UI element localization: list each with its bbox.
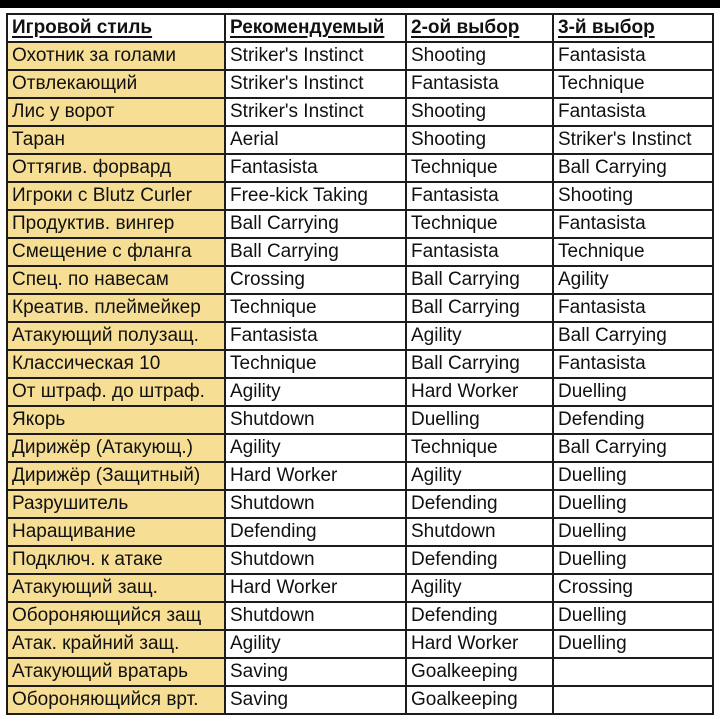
header-second-choice[interactable] (406, 14, 553, 42)
cell-recommended[interactable]: Technique (225, 350, 406, 378)
cell-recommended[interactable]: Shutdown (225, 546, 406, 574)
cell-second-choice[interactable]: Agility (406, 462, 553, 490)
table-row (7, 378, 713, 406)
cell-play-style[interactable]: Дирижёр (Защитный) (7, 462, 225, 490)
header-third-choice-label: 3-й выбор (558, 17, 655, 38)
table-row (7, 154, 713, 182)
table-row (7, 546, 713, 574)
cell-second-choice[interactable]: Technique (406, 434, 553, 462)
cell-third-choice[interactable]: Ball Carrying (553, 434, 713, 462)
cell-play-style[interactable]: Атак. крайний защ. (7, 630, 225, 658)
cell-third-choice[interactable]: Duelling (553, 602, 713, 630)
table-row (7, 266, 713, 294)
cell-recommended[interactable]: Hard Worker (225, 574, 406, 602)
cell-second-choice[interactable]: Goalkeeping (406, 658, 553, 686)
cell-recommended[interactable]: Fantasista (225, 154, 406, 182)
cell-third-choice[interactable]: Ball Carrying (553, 322, 713, 350)
table-row (7, 658, 713, 686)
cell-recommended[interactable]: Ball Carrying (225, 238, 406, 266)
cell-third-choice[interactable]: Fantasista (553, 98, 713, 126)
table-row (7, 42, 713, 70)
header-recommended-label: Рекомендуемый (230, 17, 385, 38)
table-row (7, 406, 713, 434)
cell-third-choice[interactable]: Duelling (553, 630, 713, 658)
table-body (7, 42, 713, 714)
cell-recommended[interactable]: Technique (225, 294, 406, 322)
cell-play-style[interactable]: Игроки с Blutz Curler (7, 182, 225, 210)
cell-play-style[interactable]: Классическая 10 (7, 350, 225, 378)
cell-third-choice[interactable]: Technique (553, 70, 713, 98)
cell-play-style[interactable]: Продуктив. вингер (7, 210, 225, 238)
cell-second-choice[interactable]: Shooting (406, 98, 553, 126)
cell-recommended[interactable]: Agility (225, 378, 406, 406)
cell-third-choice[interactable] (553, 686, 713, 714)
cell-second-choice[interactable]: Defending (406, 602, 553, 630)
cell-third-choice[interactable]: Shooting (553, 182, 713, 210)
cell-recommended[interactable]: Fantasista (225, 322, 406, 350)
cell-second-choice[interactable]: Defending (406, 546, 553, 574)
cell-third-choice[interactable]: Crossing (553, 574, 713, 602)
cell-second-choice[interactable]: Fantasista (406, 182, 553, 210)
cell-second-choice[interactable]: Shooting (406, 42, 553, 70)
cell-third-choice[interactable]: Fantasista (553, 42, 713, 70)
cell-second-choice[interactable]: Ball Carrying (406, 350, 553, 378)
table-row (7, 70, 713, 98)
table-row (7, 322, 713, 350)
cell-second-choice[interactable]: Fantasista (406, 238, 553, 266)
table-row (7, 294, 713, 322)
cell-recommended[interactable]: Shutdown (225, 490, 406, 518)
cell-play-style[interactable]: Таран (7, 126, 225, 154)
header-recommended[interactable] (225, 14, 406, 42)
header-second-choice-label: 2-ой выбор (411, 17, 520, 38)
cell-third-choice[interactable]: Duelling (553, 490, 713, 518)
cell-third-choice[interactable]: Ball Carrying (553, 154, 713, 182)
cell-play-style[interactable]: Лис у ворот (7, 98, 225, 126)
table-row (7, 490, 713, 518)
cell-play-style[interactable]: Подключ. к атаке (7, 546, 225, 574)
cell-play-style[interactable]: Атакующий вратарь (7, 658, 225, 686)
cell-third-choice[interactable]: Duelling (553, 546, 713, 574)
cell-play-style[interactable]: Атакующий защ. (7, 574, 225, 602)
table-row (7, 238, 713, 266)
table-row (7, 434, 713, 462)
table-row (7, 518, 713, 546)
cell-second-choice[interactable]: Goalkeeping (406, 686, 553, 714)
cell-play-style[interactable]: Отвлекающий (7, 70, 225, 98)
top-black-bar (0, 0, 720, 8)
table-row (7, 182, 713, 210)
cell-second-choice[interactable]: Hard Worker (406, 630, 553, 658)
table-row (7, 602, 713, 630)
cell-third-choice[interactable]: Duelling (553, 518, 713, 546)
cell-play-style[interactable]: Атакующий полузащ. (7, 322, 225, 350)
table-row (7, 574, 713, 602)
cell-third-choice[interactable] (553, 658, 713, 686)
cell-play-style[interactable]: Разрушитель (7, 490, 225, 518)
cell-second-choice[interactable]: Hard Worker (406, 378, 553, 406)
header-row (7, 14, 713, 42)
cell-second-choice[interactable]: Technique (406, 210, 553, 238)
cell-play-style[interactable]: Обороняющийся врт. (7, 686, 225, 714)
cell-second-choice[interactable]: Fantasista (406, 70, 553, 98)
cell-third-choice[interactable]: Technique (553, 238, 713, 266)
header-play-style[interactable] (7, 14, 225, 42)
cell-recommended[interactable]: Free-kick Taking (225, 182, 406, 210)
cell-recommended[interactable]: Saving (225, 658, 406, 686)
cell-recommended[interactable]: Shutdown (225, 406, 406, 434)
cell-second-choice[interactable]: Ball Carrying (406, 266, 553, 294)
cell-third-choice[interactable]: Striker's Instinct (553, 126, 713, 154)
table-row (7, 126, 713, 154)
cell-second-choice[interactable]: Agility (406, 574, 553, 602)
cell-recommended[interactable]: Agility (225, 630, 406, 658)
table-row (7, 210, 713, 238)
cell-play-style[interactable]: Якорь (7, 406, 225, 434)
cell-third-choice[interactable]: Fantasista (553, 210, 713, 238)
cell-play-style[interactable]: Смещение с фланга (7, 238, 225, 266)
play-styles-table (6, 13, 714, 715)
cell-second-choice[interactable]: Agility (406, 322, 553, 350)
cell-third-choice[interactable]: Duelling (553, 462, 713, 490)
cell-third-choice[interactable]: Fantasista (553, 294, 713, 322)
cell-recommended[interactable]: Shutdown (225, 602, 406, 630)
cell-play-style[interactable]: Наращивание (7, 518, 225, 546)
cell-recommended[interactable]: Striker's Instinct (225, 98, 406, 126)
cell-play-style[interactable]: Спец. по навесам (7, 266, 225, 294)
cell-second-choice[interactable]: Duelling (406, 406, 553, 434)
cell-second-choice[interactable]: Ball Carrying (406, 294, 553, 322)
cell-third-choice[interactable]: Agility (553, 266, 713, 294)
cell-second-choice[interactable]: Shooting (406, 126, 553, 154)
cell-recommended[interactable]: Ball Carrying (225, 210, 406, 238)
cell-play-style[interactable]: Охотник за голами (7, 42, 225, 70)
cell-recommended[interactable]: Saving (225, 686, 406, 714)
cell-recommended[interactable]: Crossing (225, 266, 406, 294)
table-row (7, 686, 713, 714)
cell-play-style[interactable]: Обороняющийся защ (7, 602, 225, 630)
table-row (7, 350, 713, 378)
cell-second-choice[interactable]: Technique (406, 154, 553, 182)
cell-recommended[interactable]: Striker's Instinct (225, 42, 406, 70)
cell-recommended[interactable]: Striker's Instinct (225, 70, 406, 98)
cell-recommended[interactable]: Aerial (225, 126, 406, 154)
cell-play-style[interactable]: Дирижёр (Атакующ.) (7, 434, 225, 462)
table-row (7, 98, 713, 126)
table-row (7, 462, 713, 490)
cell-recommended[interactable]: Agility (225, 434, 406, 462)
cell-second-choice[interactable]: Defending (406, 490, 553, 518)
cell-third-choice[interactable]: Fantasista (553, 350, 713, 378)
cell-recommended[interactable]: Hard Worker (225, 462, 406, 490)
cell-play-style[interactable]: Оттягив. форвард (7, 154, 225, 182)
cell-recommended[interactable]: Defending (225, 518, 406, 546)
header-third-choice[interactable] (553, 14, 713, 42)
cell-third-choice[interactable]: Duelling (553, 378, 713, 406)
cell-play-style[interactable]: От штраф. до штраф. (7, 378, 225, 406)
cell-third-choice[interactable]: Defending (553, 406, 713, 434)
cell-second-choice[interactable]: Shutdown (406, 518, 553, 546)
header-play-style-label: Игровой стиль (12, 17, 153, 38)
cell-play-style[interactable]: Креатив. плеймейкер (7, 294, 225, 322)
table-row (7, 630, 713, 658)
